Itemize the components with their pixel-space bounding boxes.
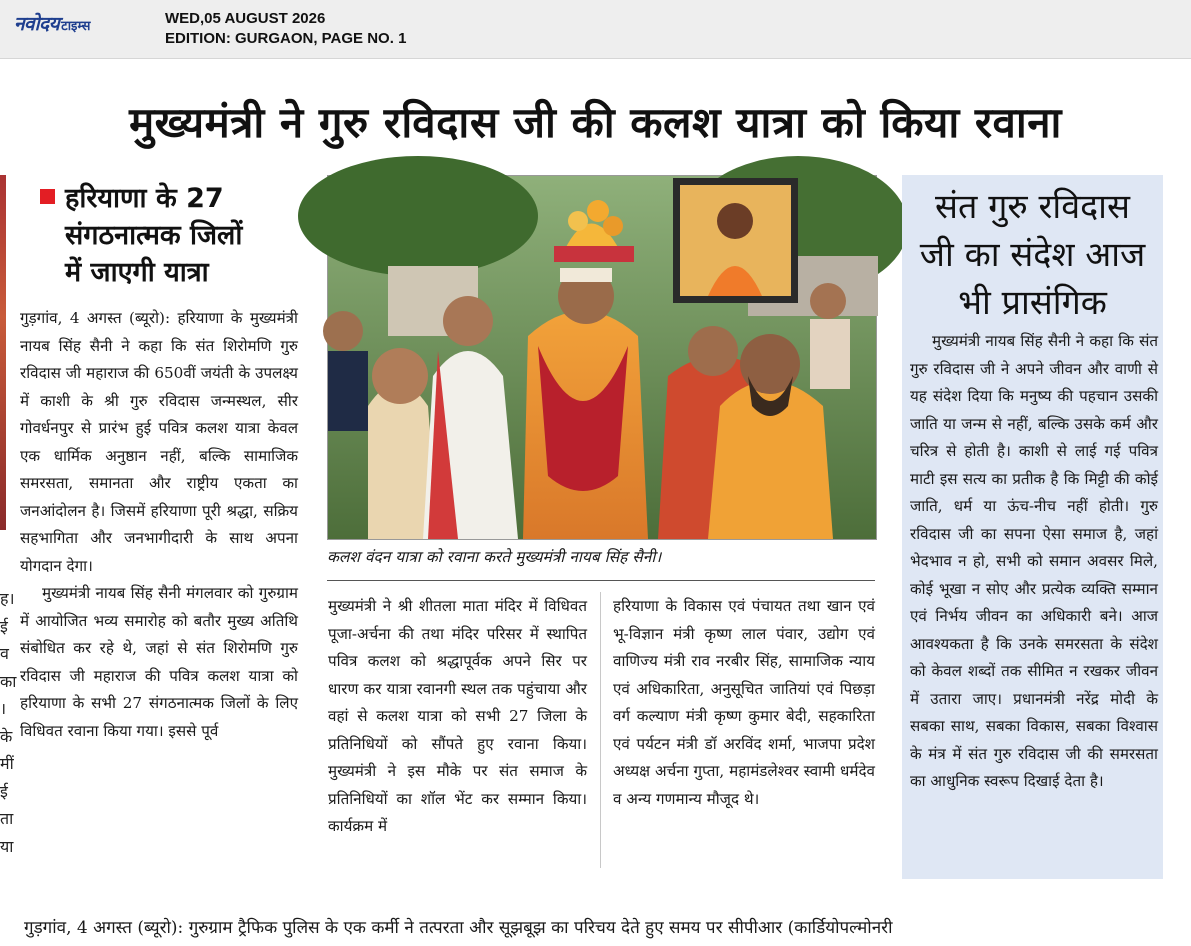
sidebar-heading-line-1: संत गुरु रविदास [935, 187, 1130, 227]
main-headline: मुख्यमंत्री ने गुरु रविदास जी की कलश यात्रा को किया रवाना [129, 98, 1062, 147]
article-paragraph-3: मुख्यमंत्री ने श्री शीतला माता मंदिर में विधिवत पूजा-अर्चना की तथा मंदिर परिसर में स्थापित पवित्र कलश को श्रद्धापूर्वक अपने सिर पर धारण कर यात्रा रवानगी स्थल तक पहुंचाया और वहां से कलश यात्रा को सभी 27 जिला के प्रतिनिधियों को सौंपते हुए रवाना किया। मुख्यमंत्री ने इस मौके पर संत समाज के प्रतिनिधियों का शॉल भेंट कर सम्मान किया। कार्यक्रम में [328, 597, 587, 835]
subhead-line-2: संगठनात्मक जिलों [65, 220, 243, 251]
article-column-1 [20, 305, 298, 883]
sidebar-heading [902, 183, 1163, 327]
fragment-line: ता [0, 809, 14, 828]
fragment-line: ह। [0, 589, 15, 608]
fragment-line: मीं [0, 754, 14, 773]
subhead-line-1: हरियाणा के 27 [65, 183, 224, 214]
sidebar-heading-line-3: भी प्रासंगिक [958, 283, 1107, 323]
fragment-line: ई [0, 781, 8, 801]
logo-sub-text: टाइम्स [61, 19, 91, 34]
news-photo[interactable] [327, 175, 877, 540]
adjacent-photo-edge [0, 175, 6, 530]
fragment-line: व [0, 644, 9, 663]
edition-date: WED,05 AUGUST 2026 [165, 10, 326, 27]
sidebar-box [902, 175, 1163, 879]
subhead-line-3: में जाएगी यात्रा [65, 257, 209, 288]
column-divider [600, 592, 601, 868]
article-column-2 [328, 593, 587, 868]
sidebar-heading-line-2: जी का संदेश आज [919, 235, 1146, 275]
page-header-bar [0, 0, 1191, 59]
fragment-line: ई [0, 616, 8, 636]
sidebar-body: मुख्यमंत्री नायब सिंह सैनी ने कहा कि संत गुरु रविदास जी ने अपने जीवन और वाणी से यह संदेश दिया कि मनुष्य की पहचान उसकी जाति या जन्म से नहीं, बल्कि उसके कर्म और चरित्र से होती है। काशी से लाई गई पवित्र माटी इस सत्य का प्रतीक है कि मिट्टी की कोई जाति, धर्म या ऊंच-नीच नहीं होती। गुरु रविदास जी का सपना ऐसा समाज है, जहां भेदभाव न हो, सभी को समान अवसर मिले, कोई भूखा न सोए और प्रत्येक व्यक्ति सम्मान एवं निर्भय जीवन का अधिकारी बने। आज आवश्यकता है कि उनके समरसता के संदेश को केवल शब्दों तक सीमित न रखकर जीवन में उतारा जाए। प्रधानमंत्री नरेंद्र मोदी के सबका साथ, सबका विकास, सबका विश्वास के मंत्र में संत गुरु रविदास जी की समरसता का आधुनिक स्वरूप दिखाई देता है। [910, 332, 1158, 790]
fragment-line: या [0, 836, 14, 856]
adjacent-column-fragments [0, 585, 17, 860]
fragment-line: के [0, 726, 13, 746]
newspaper-logo[interactable] [14, 10, 90, 38]
subheadline [40, 180, 300, 291]
bullet-square-icon [40, 189, 55, 204]
photo-illustration [328, 176, 876, 539]
caption-divider [327, 580, 875, 581]
photo-caption: कलश वंदन यात्रा को रवाना करते मुख्यमंत्री नायब सिंह सैनी। [327, 548, 662, 566]
article-paragraph-4: हरियाणा के विकास एवं पंचायत तथा खान एवं भू-विज्ञान मंत्री कृष्ण लाल पंवार, उद्योग एवं वाणिज्य मंत्री राव नरबीर सिंह, सामाजिक न्याय एवं अधिकारिता, अनुसूचित जातियां एवं पिछड़ा वर्ग कल्याण मंत्री कृष्ण कुमार बेदी, सहकारिता एवं पर्यटन मंत्री डॉ अरविंद शर्मा, भाजपा प्रदेश अध्यक्ष अर्चना गुप्ता, महामंडलेश्वर स्वामी धर्मदेव व अन्य गणमान्य मौजूद थे। [613, 597, 875, 808]
next-story-teaser[interactable]: गुड़गांव, 4 अगस्त (ब्यूरो): गुरुग्राम ट्रैफिक पुलिस के एक कर्मी ने तत्परता और सूझबूझ का परिचय देते हुए समय पर सीपीआर (कार्डियोपल्मोनरी [24, 918, 893, 938]
edition-info [165, 9, 406, 49]
article-paragraph-1: गुड़गांव, 4 अगस्त (ब्यूरो): हरियाणा के मुख्यमंत्री नायब सिंह सैनी ने कहा कि संत शिरोमणि गुरु रविदास जी महाराज की 650वीं जयंती के उपलक्ष्य में काशी के श्री गुरु रविदास जन्मस्थल, सीर गोवर्धनपुर से प्रारंभ हुई पवित्र कलश यात्रा केवल एक धार्मिक अनुष्ठान नहीं, बल्कि सामाजिक समरसता, समानता और राष्ट्रीय एकता का जनआंदोलन है। जिसमें हरियाणा पूरी श्रद्धा, सक्रिय सहभागिता और जनभागीदारी के साथ अपना योगदान देगा। [20, 309, 298, 575]
fragment-line: का [0, 671, 17, 691]
fragment-line: । [0, 699, 7, 718]
logo-main-text: नवोदय [14, 13, 60, 35]
article-paragraph-2: मुख्यमंत्री नायब सिंह सैनी मंगलवार को गुरुग्राम में आयोजित भव्य समारोह को बतौर मुख्य अतिथि संबोधित कर रहे थे, जहां से संत शिरोमणि गुरु रविदास जी महाराज की पवित्र कलश यात्रा को हरियाणा के सभी 27 संगठनात्मक जिलों के लिए विधिवत रवाना किया गया। इससे पूर्व [20, 584, 298, 740]
article-column-3 [613, 593, 875, 868]
edition-page: EDITION: GURGAON, PAGE NO. 1 [165, 30, 407, 47]
